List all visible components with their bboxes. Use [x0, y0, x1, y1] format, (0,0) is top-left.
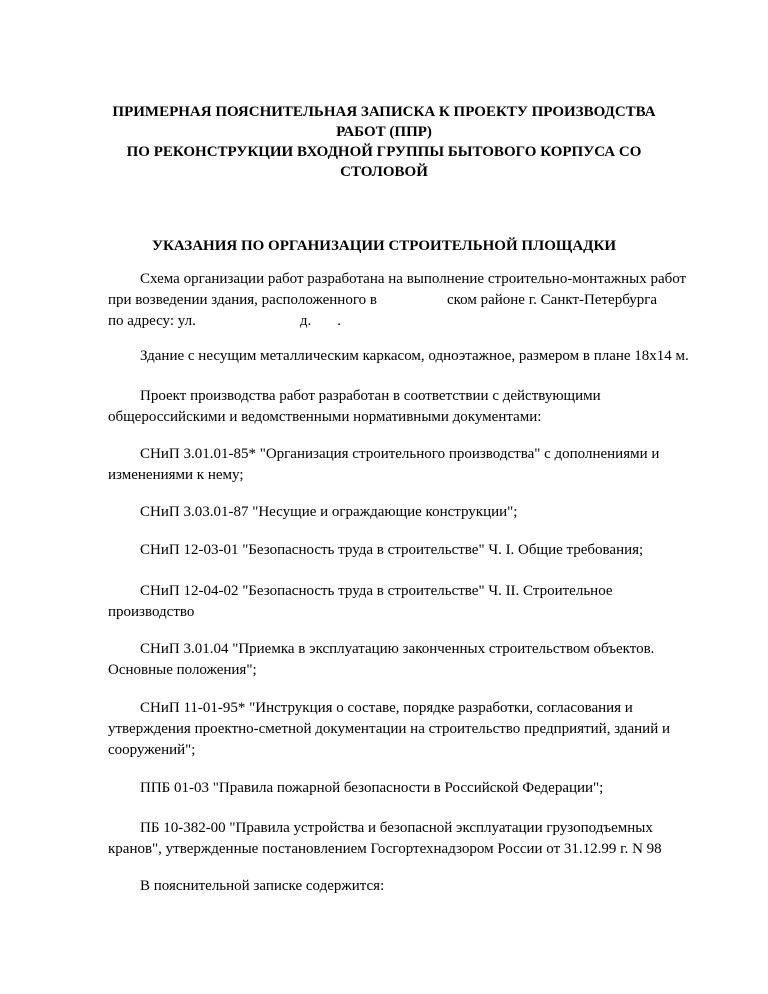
paragraph-line: В пояснительной записке содержится:: [140, 878, 385, 894]
paragraph-line: утверждения проектно-сметной документации на строительство предприятий, зданий и: [108, 721, 671, 737]
paragraph-line: ППБ 01-03 "Правила пожарной безопасности в Российской Федерации";: [140, 780, 604, 796]
paragraph-line: общероссийскими и ведомственными нормативными документами:: [108, 409, 542, 425]
paragraph-line: СНиП 12-04-02 "Безопасность труда в строительстве" Ч. II. Строительное: [140, 583, 613, 599]
paragraph: [108, 386, 758, 428]
paragraph-line: СНиП 3.03.01-87 "Несущие и ограждающие конструкции";: [140, 504, 518, 520]
document-title: [100, 102, 668, 182]
district-text: ском районе г. Санкт-Петербурга: [446, 292, 658, 308]
title-line: СТОЛОВОЙ: [340, 164, 428, 180]
paragraph-line: СНиП 12-03-01 "Безопасность труда в строительстве" Ч. I. Общие требования;: [140, 542, 644, 558]
paragraph-line: Основные положения";: [108, 662, 257, 678]
paragraph-line: Схема организации работ разработана на выполнение строительно-монтажных работ: [140, 271, 687, 287]
regulation-item: [108, 639, 758, 681]
paragraph-line: [108, 311, 758, 332]
paragraph-line: [108, 290, 758, 311]
regulation-item: [108, 698, 758, 761]
paragraph-line: Здание с несущим металлическим каркасом, одноэтажное, размером в плане 18х14 м.: [140, 348, 689, 364]
paragraph-line: СНиП 3.01.04 "Приемка в эксплуатацию законченных строительством объектов.: [140, 641, 655, 657]
paragraph-line: кранов", утвержденные постановлением Госгортехнадзором России от 31.12.99 г. N 98: [108, 841, 662, 857]
paragraph-line: Проект производства работ разработан в соответствии с действующими: [140, 388, 601, 404]
paragraph-line: СНиП 11-01-95* "Инструкция о составе, порядке разработки, согласования и: [140, 700, 633, 716]
paragraph-line: сооружений";: [108, 742, 196, 758]
regulation-item: [108, 444, 758, 486]
regulation-item: [108, 581, 758, 623]
title-line: РАБОТ (ППР): [336, 124, 432, 140]
address-label: по адресу: ул.: [108, 313, 196, 329]
paragraph: [108, 346, 758, 367]
intro-paragraph: [108, 269, 758, 332]
paragraph-line: СНиП 3.01.01-85* "Организация строительного производства" с дополнениями и: [140, 446, 660, 462]
paragraph-line: производство: [108, 604, 195, 620]
regulation-item: [108, 778, 758, 799]
paragraph-line: изменениями к нему;: [108, 467, 244, 483]
location-text: при возведении здания, расположенного в: [108, 292, 377, 308]
regulation-item: [108, 540, 758, 561]
address-end: .: [337, 313, 341, 329]
title-line: ПРИМЕРНАЯ ПОЯСНИТЕЛЬНАЯ ЗАПИСКА К ПРОЕКТУ ПРОИЗВОДСТВА: [112, 104, 656, 120]
paragraph-line: ПБ 10-382-00 "Правила устройства и безопасной эксплуатации грузоподъемных: [140, 820, 653, 836]
regulation-item: [108, 502, 758, 523]
section-heading: УКАЗАНИЯ ПО ОРГАНИЗАЦИИ СТРОИТЕЛЬНОЙ ПЛОЩАДКИ: [151, 238, 617, 254]
paragraph: [108, 876, 758, 897]
title-line: ПО РЕКОНСТРУКЦИИ ВХОДНОЙ ГРУППЫ БЫТОВОГО КОРПУСА СО: [126, 144, 642, 160]
regulation-item: [108, 818, 758, 860]
house-label: д.: [299, 313, 312, 329]
